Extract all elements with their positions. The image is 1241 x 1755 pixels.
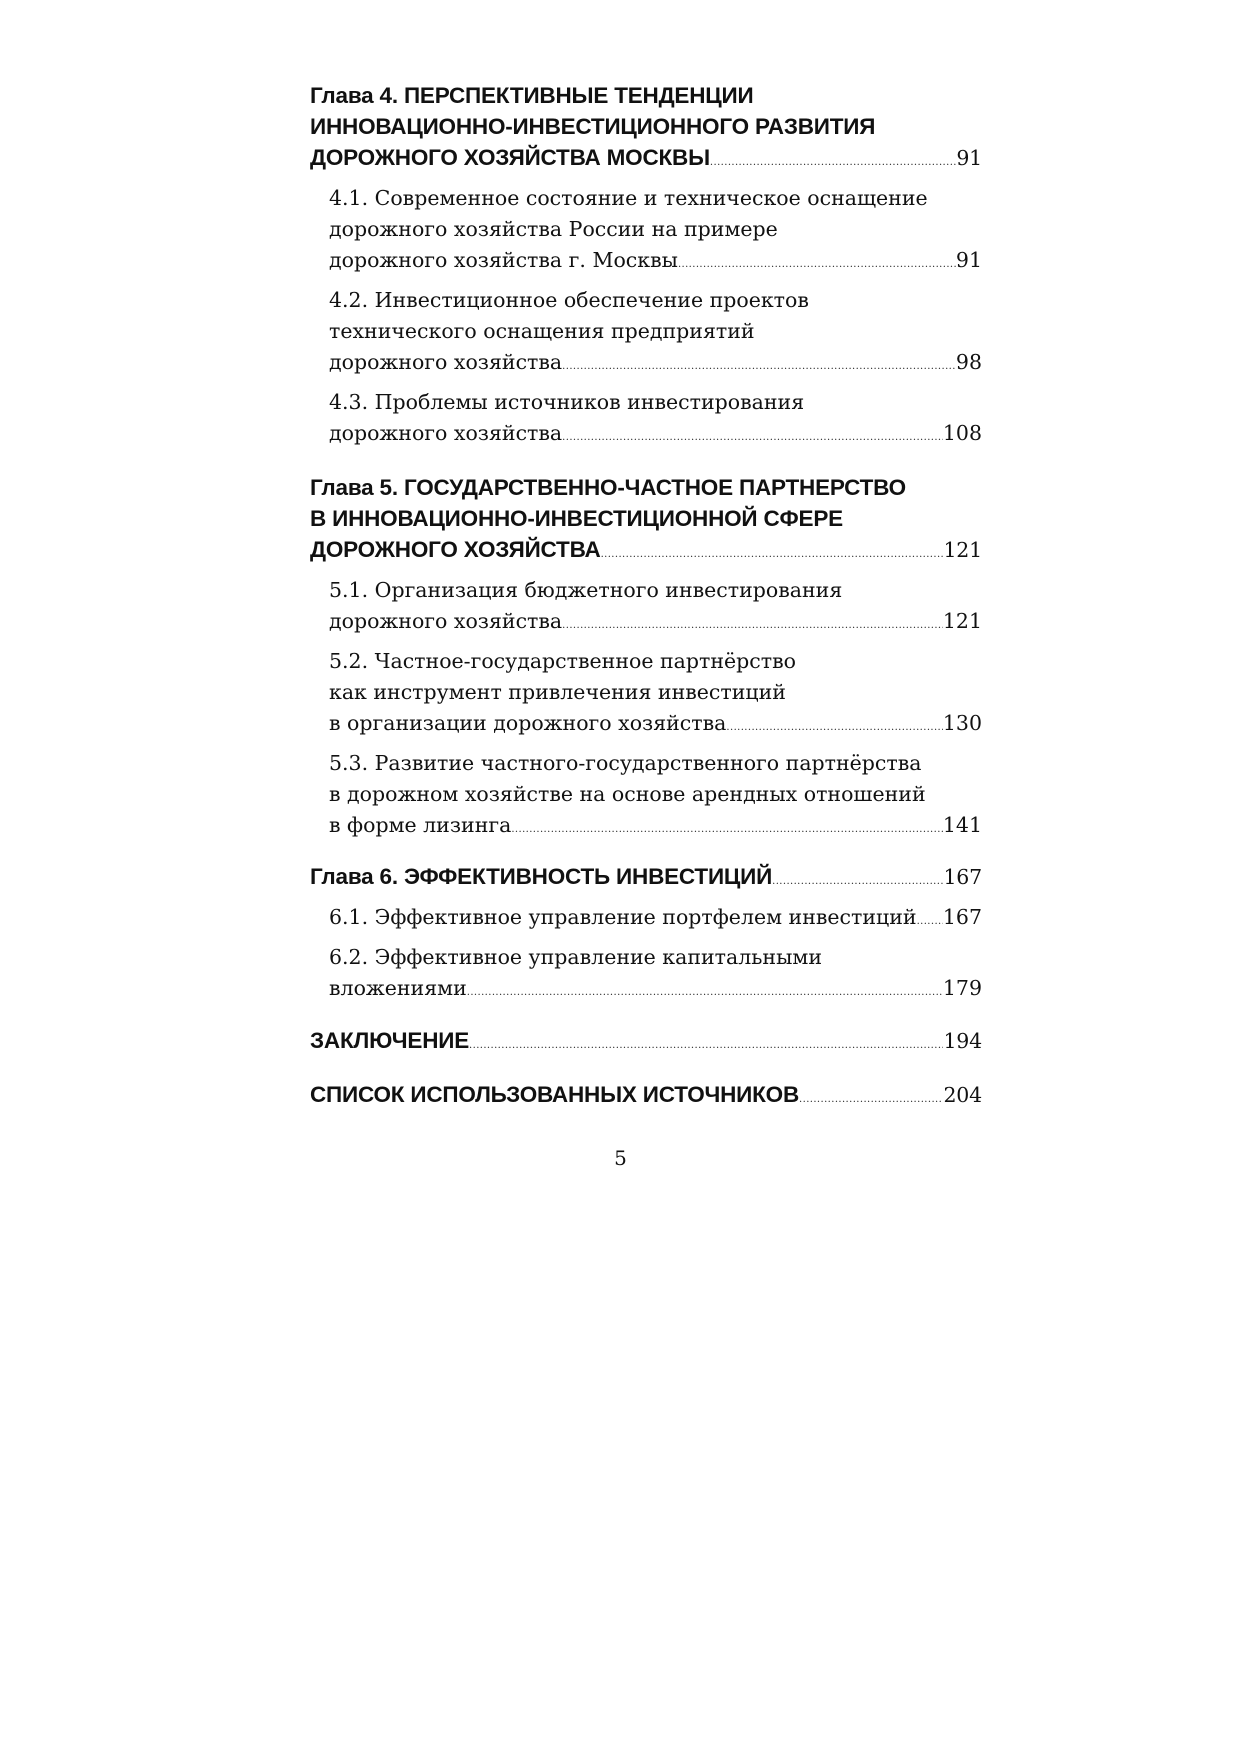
toc-line: Глава 6. ЭФФЕКТИВНОСТЬ ИНВЕСТИЦИЙ (310, 864, 773, 889)
toc-sources[interactable] (310, 1079, 982, 1115)
dot-leader (469, 1030, 943, 1061)
page-ref: 130 (942, 711, 982, 735)
toc-line: ДОРОЖНОГО ХОЗЯЙСТВА (310, 537, 601, 562)
toc-line: в организации дорожного хозяйства (329, 711, 727, 735)
toc-section-5-2[interactable] (310, 646, 982, 743)
page-ref: 167 (943, 865, 982, 889)
page-ref: 121 (942, 609, 982, 633)
toc-line: Глава 5. ГОСУДАРСТВЕННО-ЧАСТНОЕ ПАРТНЕРСТВО (310, 475, 906, 500)
toc-line: технического оснащения предприятий (329, 319, 755, 343)
dot-leader (467, 977, 943, 1008)
toc-line: ДОРОЖНОГО ХОЗЯЙСТВА МОСКВЫ (310, 145, 710, 170)
toc-conclusion[interactable] (310, 1025, 982, 1061)
page-ref: 204 (943, 1083, 982, 1107)
dot-leader (772, 866, 943, 897)
page-ref: 141 (942, 813, 982, 837)
toc-line: СПИСОК ИСПОЛЬЗОВАННЫХ ИСТОЧНИКОВ (310, 1082, 800, 1107)
toc-section-5-3[interactable] (310, 748, 982, 845)
page-ref: 91 (956, 146, 982, 170)
toc-last-line (329, 973, 982, 1008)
toc-section-5-1[interactable] (310, 575, 982, 641)
toc-line: 5.3. Развитие частного-государственного партнёрства (329, 751, 922, 775)
toc-section-4-3[interactable] (310, 387, 982, 453)
dot-leader (726, 712, 942, 743)
toc-last-line (310, 142, 982, 178)
page-number: 5 (614, 1146, 627, 1170)
page-ref: 194 (943, 1029, 982, 1053)
page-ref: 121 (943, 538, 982, 562)
toc-section-6-2[interactable] (310, 942, 982, 1008)
toc-last-line (329, 606, 982, 641)
toc-chapter-5[interactable] (310, 472, 982, 570)
toc-last-line (310, 861, 982, 897)
toc-section-4-1[interactable] (310, 183, 982, 280)
toc-line: 6.2. Эффективное управление капитальными (329, 945, 822, 969)
dot-leader (562, 610, 943, 641)
toc-line: 4.3. Проблемы источников инвестирования (329, 390, 805, 414)
toc-line: 4.2. Инвестиционное обеспечение проектов (329, 288, 809, 312)
toc-line: как инструмент привлечения инвестиций (329, 680, 786, 704)
toc-line: ИННОВАЦИОННО-ИНВЕСТИЦИОННОГО РАЗВИТИЯ (310, 114, 876, 139)
toc-line: в дорожном хозяйстве на основе арендных отношений (329, 782, 926, 806)
toc-last-line (329, 418, 982, 453)
toc-line: В ИННОВАЦИОННО-ИНВЕСТИЦИОННОЙ СФЕРЕ (310, 506, 843, 531)
toc-line: 5.2. Частное-государственное партнёрство (329, 649, 796, 673)
page-ref: 179 (942, 976, 982, 1000)
dot-leader (710, 147, 956, 178)
toc-chapter-6[interactable] (310, 861, 982, 897)
toc-last-line (329, 245, 982, 280)
toc-line: дорожного хозяйства (329, 609, 563, 633)
page-ref: 108 (942, 421, 982, 445)
toc-line: дорожного хозяйства (329, 350, 563, 374)
toc-last-line (310, 534, 982, 570)
toc-line: ЗАКЛЮЧЕНИЕ (310, 1028, 470, 1053)
toc-last-line (329, 810, 982, 845)
page-ref: 98 (955, 350, 982, 374)
toc-last-line (329, 347, 982, 382)
page-ref: 167 (942, 905, 982, 929)
dot-leader (562, 422, 943, 453)
toc-line: дорожного хозяйства России на примере (329, 217, 778, 241)
toc-last-line (310, 1025, 982, 1061)
page-ref: 91 (955, 248, 982, 272)
toc-last-line (310, 1079, 982, 1115)
dot-leader (678, 249, 956, 280)
dot-leader (917, 906, 943, 937)
toc-line: 5.1. Организация бюджетного инвестирования (329, 578, 843, 602)
dot-leader (511, 814, 943, 845)
toc-line: вложениями (329, 976, 467, 1000)
toc-line: дорожного хозяйства (329, 421, 563, 445)
toc-section-6-1[interactable] (310, 902, 982, 937)
toc-line: 4.1. Современное состояние и техническое оснащение (329, 186, 928, 210)
dot-leader (601, 539, 944, 570)
toc-line: Глава 4. ПЕРСПЕКТИВНЫЕ ТЕНДЕНЦИИ (310, 83, 754, 108)
dot-leader (562, 351, 956, 382)
dot-leader (799, 1084, 943, 1115)
toc-section-4-2[interactable] (310, 285, 982, 382)
toc-last-line (329, 902, 982, 937)
table-of-contents (310, 80, 982, 1115)
toc-chapter-4[interactable] (310, 80, 982, 178)
toc-line: 6.1. Эффективное управление портфелем инвестиций (329, 905, 917, 929)
toc-last-line (329, 708, 982, 743)
toc-line: в форме лизинга (329, 813, 512, 837)
toc-line: дорожного хозяйства г. Москвы (329, 248, 678, 272)
